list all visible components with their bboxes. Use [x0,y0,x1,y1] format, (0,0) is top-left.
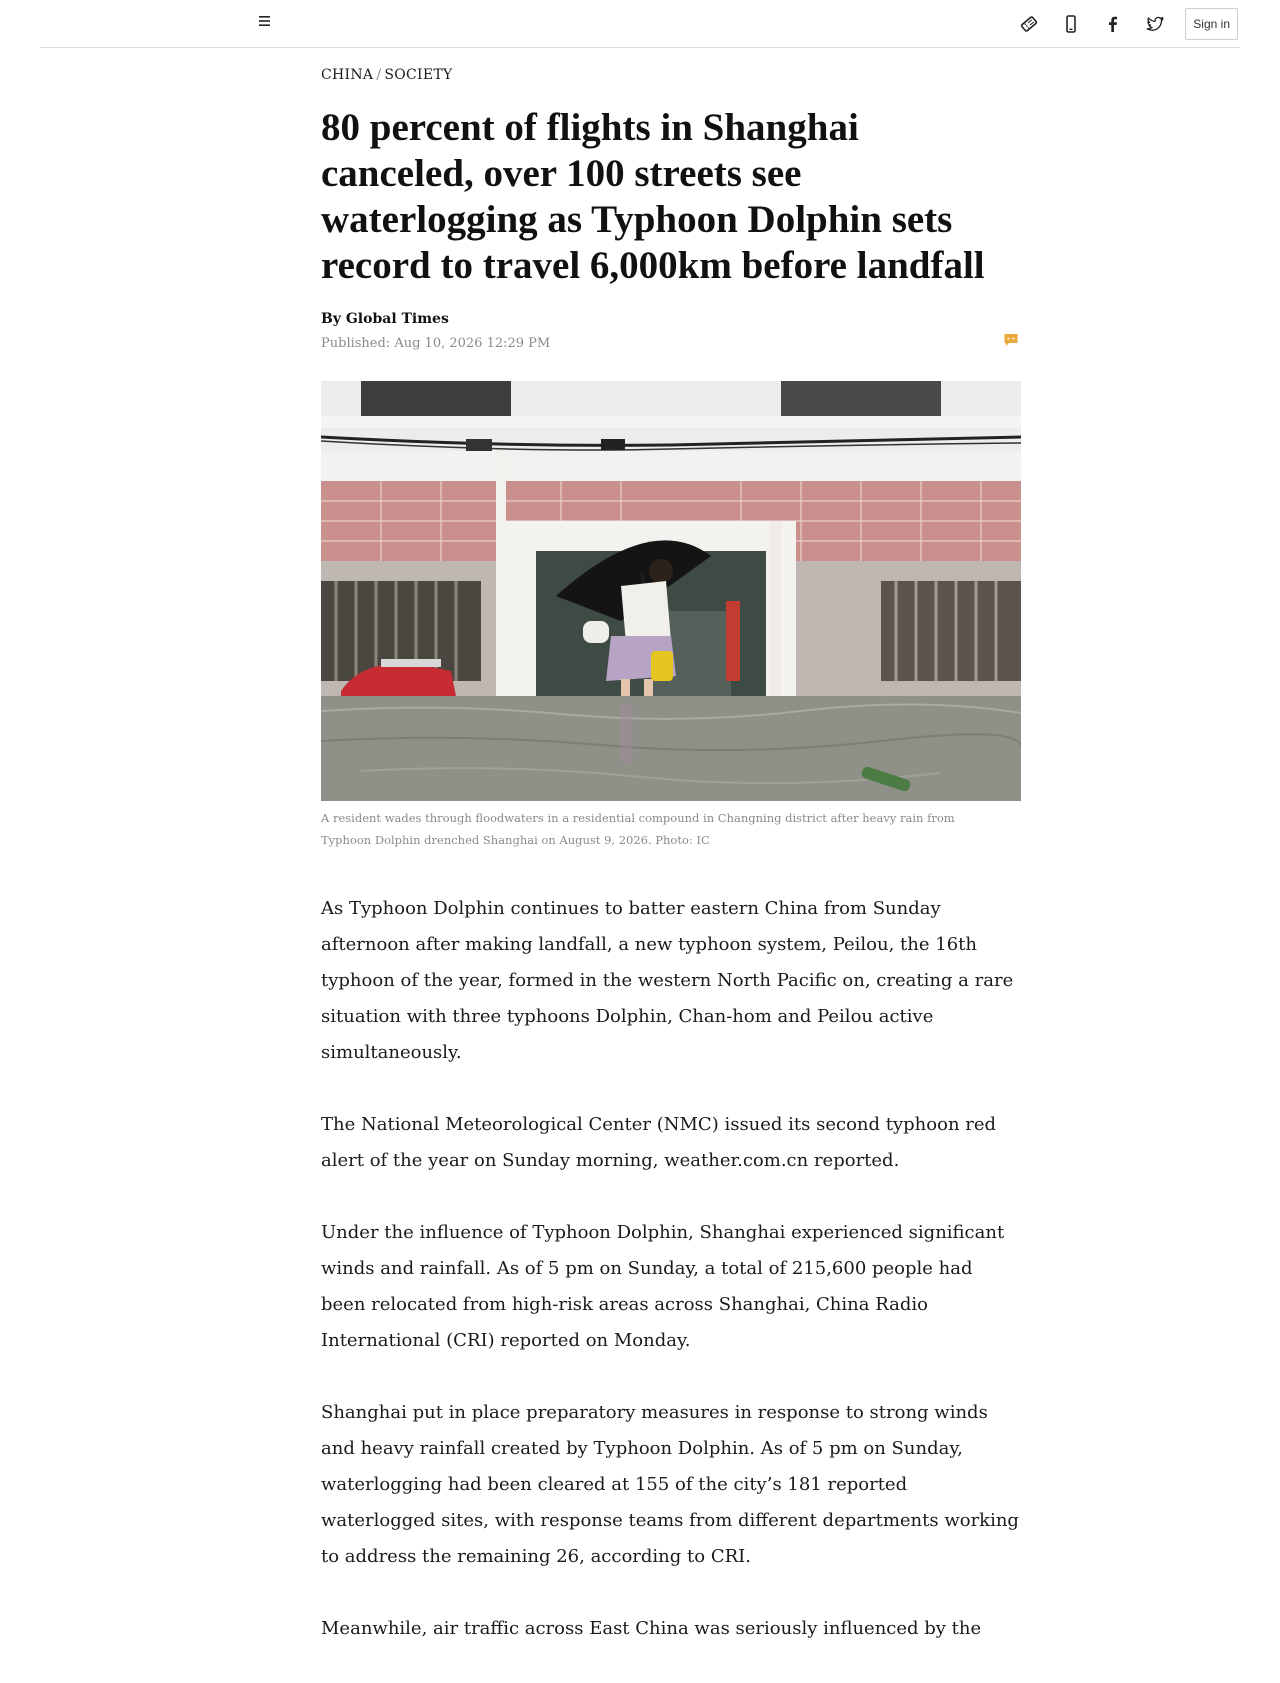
photo-caption: A resident wades through floodwaters in a residential compound in Changning district after heavy rain from Typhoon Dolphin drenched Shanghai on August 9, 2026. Photo: IC [321,811,955,847]
ticket-icon[interactable] [1017,12,1041,36]
article-paragraph: Meanwhile, air traffic across East China was seriously influenced by the [321,1618,982,1639]
article [321,47,1021,1683]
breadcrumb-subsection-link[interactable]: SOCIETY [384,67,453,83]
hamburger-menu-icon[interactable] [256,12,274,30]
article-body [321,891,1021,1647]
breadcrumb-separator: / [376,67,382,83]
breadcrumb [321,67,1021,83]
article-paragraph: The National Meteorological Center (NMC) issued its second typhoon red alert of the year on Sunday morning, weather.com.cn reported. [321,1114,997,1171]
comment-icon[interactable] [1003,332,1019,348]
top-icon-group [1017,8,1238,40]
article-byline: By Global Times [321,311,449,327]
twitter-icon[interactable] [1143,12,1167,36]
top-navigation-bar [40,0,1240,48]
sign-in-button[interactable]: Sign in [1185,8,1238,40]
article-paragraph: Under the influence of Typhoon Dolphin, Shanghai experienced significant winds and rainfall. As of 5 pm on Sunday, a total of 215,600 people had been relocated from high-risk areas across Shanghai, China Radio International (CRI) reported on Monday. [321,1222,1005,1351]
facebook-icon[interactable] [1101,12,1125,36]
breadcrumb-section-link[interactable]: CHINA [321,67,374,83]
published-timestamp: Published: Aug 10, 2026 12:29 PM [321,336,551,351]
mobile-icon[interactable] [1059,12,1083,36]
article-photo [321,381,1021,801]
article-headline: 80 percent of flights in Shanghai canceled, over 100 streets see waterlogging as Typhoon Dolphin sets record to travel 6,000km before landfall [321,106,985,287]
article-paragraph: As Typhoon Dolphin continues to batter eastern China from Sunday afternoon after making landfall, a new typhoon system, Peilou, the 16th typhoon of the year, formed in the western North Pacific on, creating a rare situation with three typhoons Dolphin, Chan-hom and Peilou active simultaneously. [321,898,1014,1063]
article-meta [321,332,1021,350]
article-paragraph: Shanghai put in place preparatory measures in response to strong winds and heavy rainfall created by Typhoon Dolphin. As of 5 pm on Sunday, waterlogging had been cleared at 155 of the city’s 181 reported waterlogged sites, with response teams from different departments working to address the remaining 26, according to CRI. [321,1402,1019,1567]
